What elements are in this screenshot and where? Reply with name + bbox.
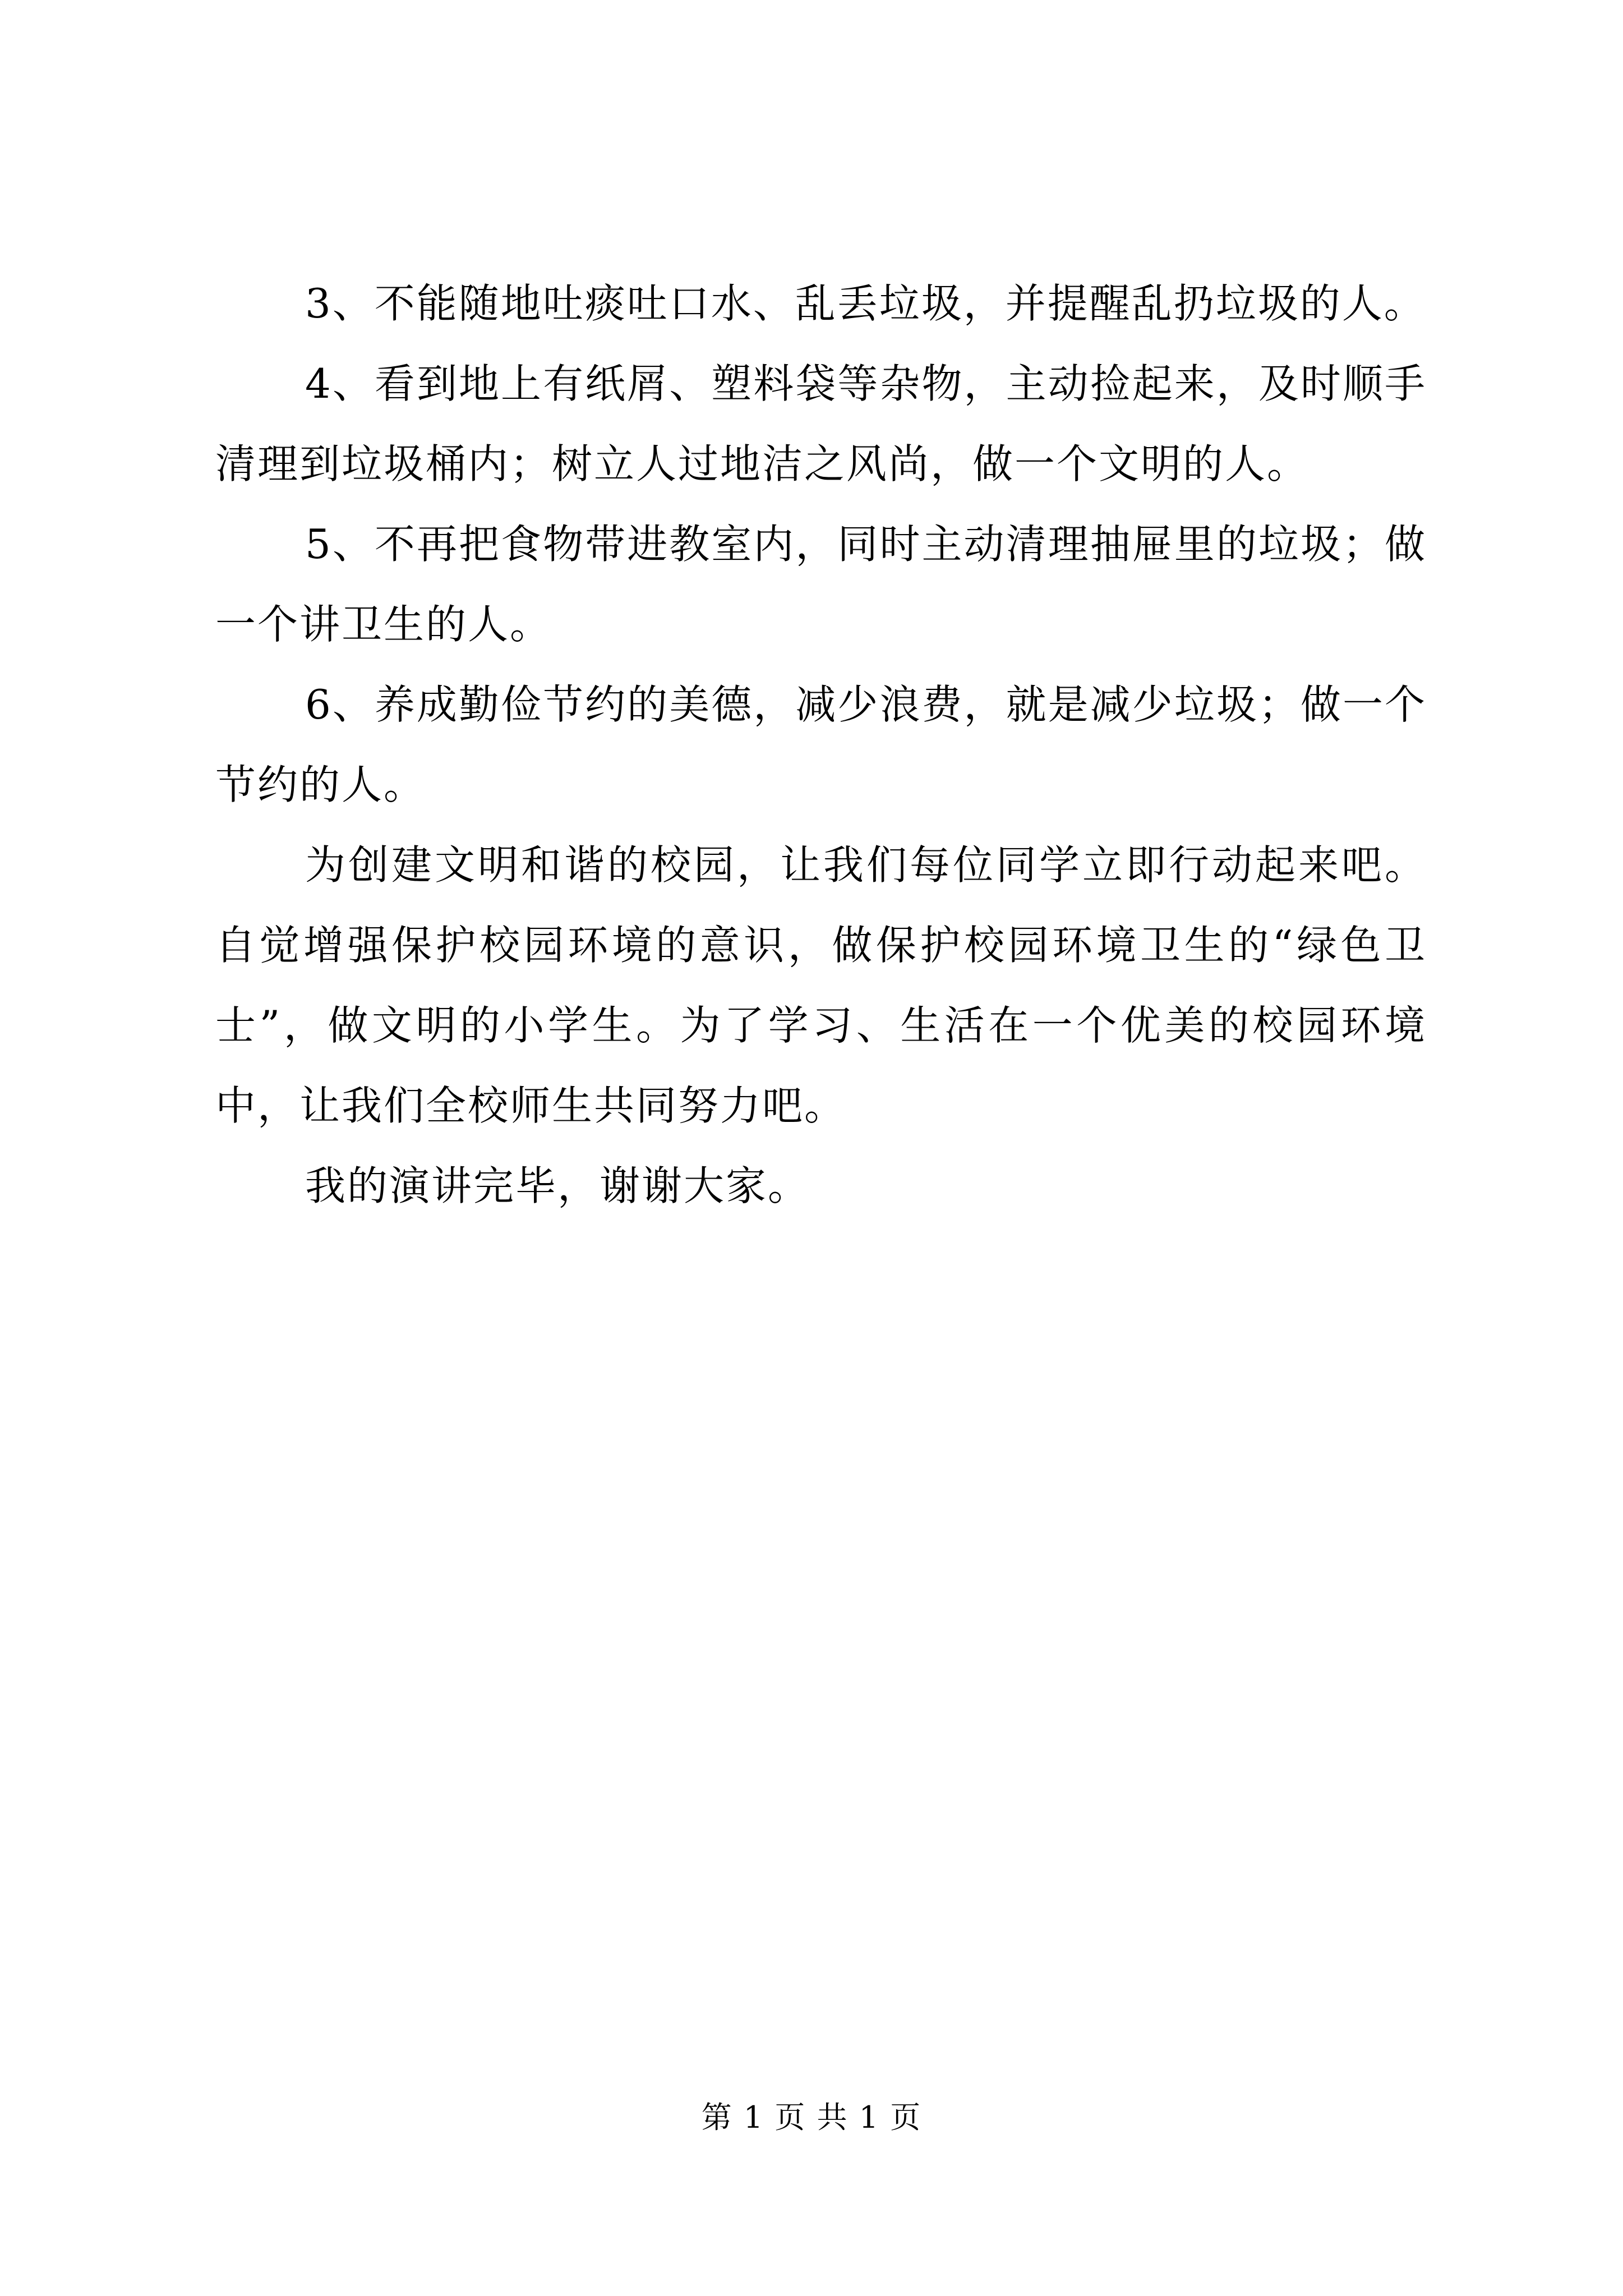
paragraph-call-to-action: 为创建文明和谐的校园，让我们每位同学立即行动起来吧。自觉增强保护校园环境的意识，做保护校园环境卫生的“绿色卫士”，做文明的小学生。为了学习、生活在一个优美的校园环境中，让我们全校师生共同努力吧。	[215, 841, 1427, 1129]
page-number-footer: 第 1 页 共 1 页	[701, 2100, 922, 2135]
paragraph-item-3: 3、不能随地吐痰吐口水、乱丢垃圾，并提醒乱扔垃圾的人。	[305, 280, 1426, 327]
paragraph-item-4: 4、看到地上有纸屑、塑料袋等杂物，主动捡起来，及时顺手清理到垃圾桶内；树立人过地洁之风尚，做一个文明的人。	[215, 360, 1427, 487]
document-body	[215, 264, 1427, 1226]
paragraph-item-6: 6、养成勤俭节约的美德，减少浪费，就是减少垃圾；做一个节约的人。	[215, 681, 1427, 808]
paragraph-closing: 我的演讲完毕，谢谢大家。	[305, 1162, 810, 1209]
paragraph-item-5: 5、不再把食物带进教室内，同时主动清理抽屉里的垃圾；做一个讲卫生的人。	[215, 521, 1427, 648]
